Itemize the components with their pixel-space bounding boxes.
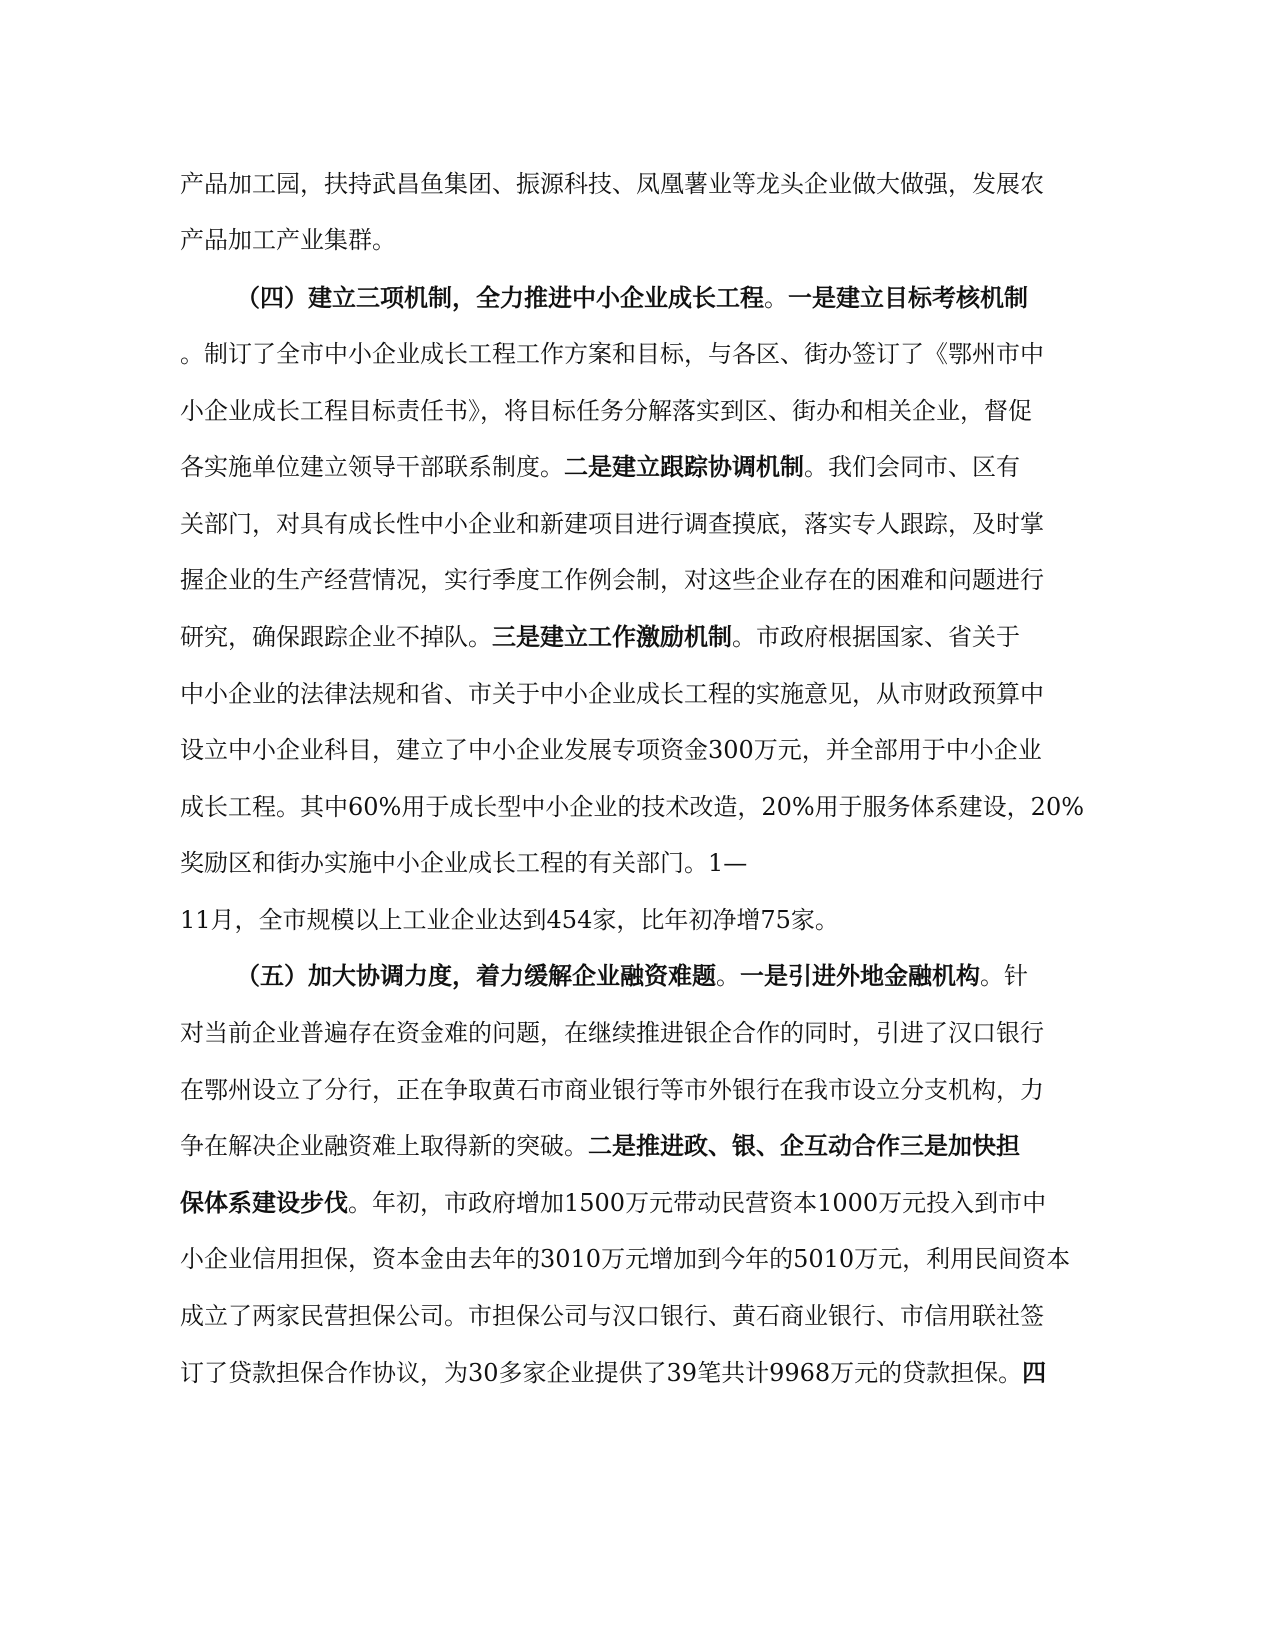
text-line <box>180 1072 1044 1108</box>
text-line <box>180 222 396 258</box>
text-line <box>180 1128 1020 1164</box>
section-heading-5 <box>236 958 1028 994</box>
text-run: 。 <box>764 284 788 312</box>
bold-subheading: 三是建立工作激励机制 <box>492 622 732 651</box>
bold-subheading: 保体系建设步伐 <box>180 1188 348 1217</box>
section-heading-text: （四）建立三项机制，全力推进中小企业成长工程 <box>236 283 764 312</box>
text-run: 握企业的生产经营情况，实行季度工作例会制，对这些企业存在的困难和问题进行 <box>180 566 1044 594</box>
text-run: 成立了两家民营担保公司。市担保公司与汉口银行、黄石商业银行、市信用联社签 <box>180 1302 1044 1330</box>
text-run: 。我们会同市、区有 <box>804 453 1020 481</box>
text-run: 成长工程。其中60%用于成长型中小企业的技术改造，20%用于服务体系建设，20% <box>180 793 1085 821</box>
text-line <box>180 449 1020 485</box>
text-run: 奖励区和街办实施中小企业成长工程的有关部门。1— <box>180 849 748 877</box>
text-line <box>180 506 1044 542</box>
text-line <box>180 902 839 938</box>
text-line <box>180 789 1084 825</box>
text-run: 中小企业的法律法规和省、市关于中小企业成长工程的实施意见，从市财政预算中 <box>180 680 1044 708</box>
text-run: 争在解决企业融资难上取得新的突破。 <box>180 1132 588 1160</box>
text-run: 对当前企业普遍存在资金难的问题，在继续推进银企合作的同时，引进了汉口银行 <box>180 1019 1044 1047</box>
text-run: 订了贷款担保合作协议，为30多家企业提供了39笔共计9968万元的贷款担保。 <box>180 1359 1023 1387</box>
text-line <box>180 1355 1046 1391</box>
text-line <box>180 1298 1044 1334</box>
text-run: 产品加工园，扶持武昌鱼集团、振源科技、凤凰薯业等龙头企业做大做强，发展农 <box>180 170 1044 198</box>
text-line <box>180 845 747 881</box>
text-run: 产品加工产业集群。 <box>180 226 396 254</box>
section-heading-4 <box>236 280 1028 316</box>
text-run: 研究，确保跟踪企业不掉队。 <box>180 623 492 651</box>
text-line <box>180 1241 1070 1277</box>
text-line <box>180 732 1042 768</box>
text-run: 。制订了全市中小企业成长工程工作方案和目标，与各区、街办签订了《鄂州市中 <box>180 340 1044 368</box>
text-line <box>180 676 1044 712</box>
bold-subheading: 二是建立跟踪协调机制 <box>564 452 804 481</box>
text-run: 各实施单位建立领导干部联系制度。 <box>180 453 564 481</box>
text-run: 在鄂州设立了分行，正在争取黄石市商业银行等市外银行在我市设立分支机构，力 <box>180 1076 1044 1104</box>
text-run: 。市政府根据国家、省关于 <box>732 623 1020 651</box>
bold-subheading: 一是建立目标考核机制 <box>788 283 1028 312</box>
text-line <box>180 393 1032 429</box>
text-line <box>180 619 1020 655</box>
text-line <box>180 1185 1046 1221</box>
text-run: 小企业成长工程目标责任书》，将目标任务分解落实到区、街办和相关企业，督促 <box>180 397 1032 425</box>
text-run: 。年初，市政府增加1500万元带动民营资本1000万元投入到市中 <box>348 1189 1047 1217</box>
text-run: 。针 <box>980 962 1028 990</box>
text-line <box>180 1015 1044 1051</box>
text-run: 11月，全市规模以上工业企业达到454家，比年初净增75家。 <box>180 906 839 934</box>
text-line <box>180 166 1044 202</box>
bold-subheading: 一是引进外地金融机构 <box>740 961 980 990</box>
section-heading-text: （五）加大协调力度，着力缓解企业融资难题 <box>236 961 716 990</box>
text-run: 关部门，对具有成长性中小企业和新建项目进行调查摸底，落实专人跟踪，及时掌 <box>180 510 1044 538</box>
text-run: 小企业信用担保，资本金由去年的3010万元增加到今年的5010万元，利用民间资本 <box>180 1245 1071 1273</box>
text-line <box>180 562 1044 598</box>
text-run: 。 <box>716 962 740 990</box>
bold-subheading: 二是推进政、银、企互动合作三是加快担 <box>588 1131 1020 1160</box>
bold-subheading: 四 <box>1022 1358 1047 1387</box>
text-run: 设立中小企业科目，建立了中小企业发展专项资金300万元，并全部用于中小企业 <box>180 736 1042 764</box>
text-line <box>180 336 1044 372</box>
